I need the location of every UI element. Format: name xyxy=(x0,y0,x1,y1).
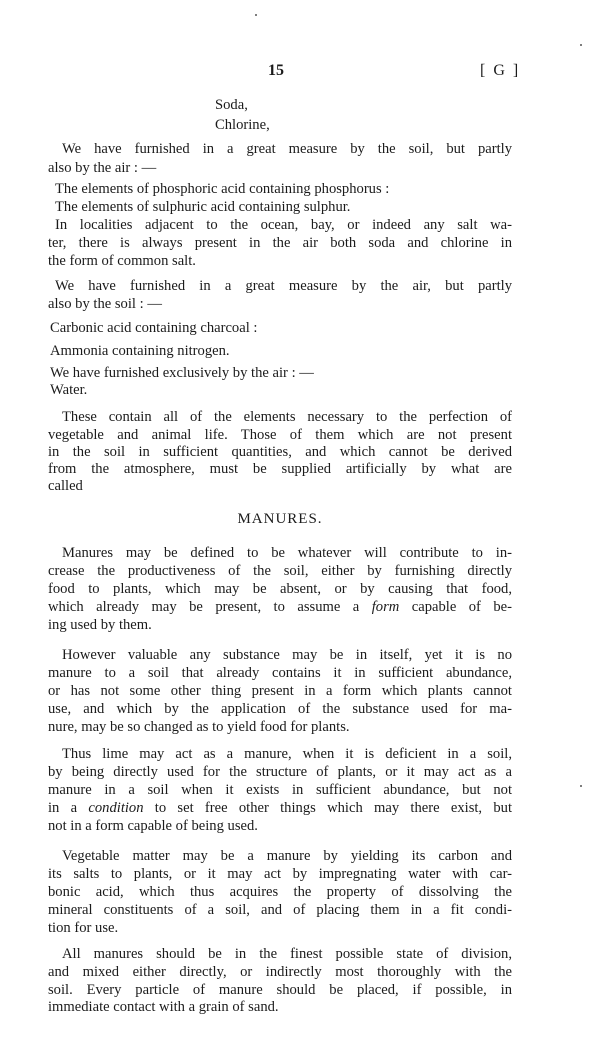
scan-speck xyxy=(580,44,582,46)
text-segment: nure, may be so changed as to yield food for plants. xyxy=(48,719,350,735)
text-line xyxy=(55,216,512,234)
text-line xyxy=(48,252,508,270)
text-segment: the form of common salt. xyxy=(48,253,196,269)
text-line xyxy=(48,477,508,495)
text-segment: Ammonia containing nitrogen. xyxy=(50,343,230,359)
text-segment: Soda, xyxy=(215,97,248,113)
text-segment: Thus lime may act as a manure, when it is deficient in a soil, xyxy=(62,746,512,762)
text-segment: not in a form capable of being used. xyxy=(48,818,258,834)
text-segment: We have furnished in a great measure by the soil, but partly xyxy=(62,141,512,157)
text-segment: These contain all of the elements necessary to the perfection of xyxy=(62,409,512,425)
text-segment: Manures may be defined to be whatever will contribute to in- xyxy=(62,545,512,561)
text-segment: soil. Every particle of manure should be placed, if possible, in xyxy=(48,982,512,998)
text-segment: in the soil in sufficient quantities, and which cannot be derived xyxy=(48,444,512,460)
text-line xyxy=(62,544,512,562)
text-segment: The elements of sulphuric acid containing sulphur. xyxy=(55,199,351,215)
text-line xyxy=(48,664,512,682)
text-line xyxy=(48,426,512,444)
text-line xyxy=(48,700,512,718)
section-heading: MANURES. xyxy=(237,511,323,527)
text-line xyxy=(48,998,508,1016)
text-segment: ter, there is always present in the air both soda and chlorine in xyxy=(48,235,512,251)
text-segment: by being directly used for the structure of plants, or it may act as a xyxy=(48,764,512,780)
text-line xyxy=(48,718,508,736)
text-line xyxy=(48,580,512,598)
text-segment: manure to a soil that already contains it in sufficient abundance, xyxy=(48,665,512,681)
text-line xyxy=(62,945,512,963)
text-segment: food to plants, which may be absent, or by causing that food, xyxy=(48,581,512,597)
text-line xyxy=(55,180,515,198)
text-line xyxy=(48,981,512,999)
text-line xyxy=(62,408,512,426)
text-segment: or has not some other thing present in a form which plants cannot xyxy=(48,683,512,699)
text-line xyxy=(55,277,512,295)
scan-speck xyxy=(580,785,582,787)
text-line xyxy=(215,116,600,134)
text-segment: tion for use. xyxy=(48,920,119,936)
text-line xyxy=(48,598,512,616)
text-segment: Chlorine, xyxy=(215,117,270,133)
text-segment: bonic acid, which thus acquires the property of dissolving the xyxy=(48,884,512,900)
text-segment: crease the productiveness of the soil, either by furnishing directly xyxy=(48,563,512,579)
text-line xyxy=(48,919,508,937)
text-segment: mineral constituents of a soil, and of placing them in a fit condi- xyxy=(48,902,512,918)
text-segment: The elements of phosphoric acid containing phosphorus : xyxy=(55,181,390,197)
text-line xyxy=(50,364,510,382)
text-line xyxy=(62,646,512,664)
text-line xyxy=(50,342,510,360)
text-line xyxy=(48,616,508,634)
italic-text: condition xyxy=(88,800,144,816)
text-segment: also by the air : — xyxy=(48,160,157,176)
text-line xyxy=(48,562,512,580)
text-line xyxy=(48,781,512,799)
text-line xyxy=(48,763,512,781)
page-number: 15 xyxy=(268,62,284,79)
text-segment: vegetable and animal life. Those of them which are not present xyxy=(48,427,512,443)
text-line xyxy=(48,443,512,461)
text-segment: immediate contact with a grain of sand. xyxy=(48,999,279,1015)
text-line xyxy=(48,460,512,478)
text-line xyxy=(48,901,512,919)
text-segment: its salts to plants, or it may act by impregnating water with car- xyxy=(48,866,512,882)
text-segment: capable of be- xyxy=(399,599,512,615)
text-line xyxy=(48,234,512,252)
text-line xyxy=(62,847,512,865)
text-segment: In localities adjacent to the ocean, bay, or indeed any salt wa- xyxy=(55,217,512,233)
text-segment: However valuable any substance may be in itself, yet it is no xyxy=(62,647,512,663)
text-line xyxy=(48,817,508,835)
text-segment: ing used by them. xyxy=(48,617,152,633)
text-line xyxy=(48,295,508,313)
text-segment: called xyxy=(48,478,83,494)
text-line xyxy=(48,865,512,883)
text-line xyxy=(50,319,510,337)
text-segment: We have furnished in a great measure by the air, but partly xyxy=(55,278,512,294)
text-line xyxy=(62,140,512,158)
text-segment: also by the soil : — xyxy=(48,296,162,312)
text-segment: Vegetable matter may be a manure by yielding its carbon and xyxy=(62,848,512,864)
text-line xyxy=(50,381,510,399)
text-line xyxy=(55,198,515,216)
text-line xyxy=(48,799,512,817)
text-line xyxy=(62,745,512,763)
text-line xyxy=(48,159,508,177)
scan-speck xyxy=(255,14,257,16)
text-segment: We have furnished exclusively by the air : — xyxy=(50,365,314,381)
text-line xyxy=(48,963,512,981)
text-line xyxy=(48,883,512,901)
text-segment: use, and which by the application of the substance used for ma- xyxy=(48,701,512,717)
text-segment: from the atmosphere, must be supplied artificially by what are xyxy=(48,461,512,477)
text-segment: Carbonic acid containing charcoal : xyxy=(50,320,258,336)
text-segment: which already may be present, to assume a xyxy=(48,599,372,615)
text-segment: Water. xyxy=(50,382,88,398)
text-line xyxy=(215,96,600,114)
text-segment: in a xyxy=(48,800,89,816)
text-segment: to set free other things which may there exist, but xyxy=(143,800,512,816)
text-segment: and mixed either directly, or indirectly most thoroughly with the xyxy=(48,964,512,980)
signature-mark: [ G ] xyxy=(480,62,521,79)
text-segment: manure in a soil when it exists in sufficient abundance, but not xyxy=(48,782,512,798)
text-segment: All manures should be in the finest possible state of division, xyxy=(62,946,512,962)
text-line xyxy=(48,682,512,700)
italic-text: form xyxy=(371,599,400,615)
